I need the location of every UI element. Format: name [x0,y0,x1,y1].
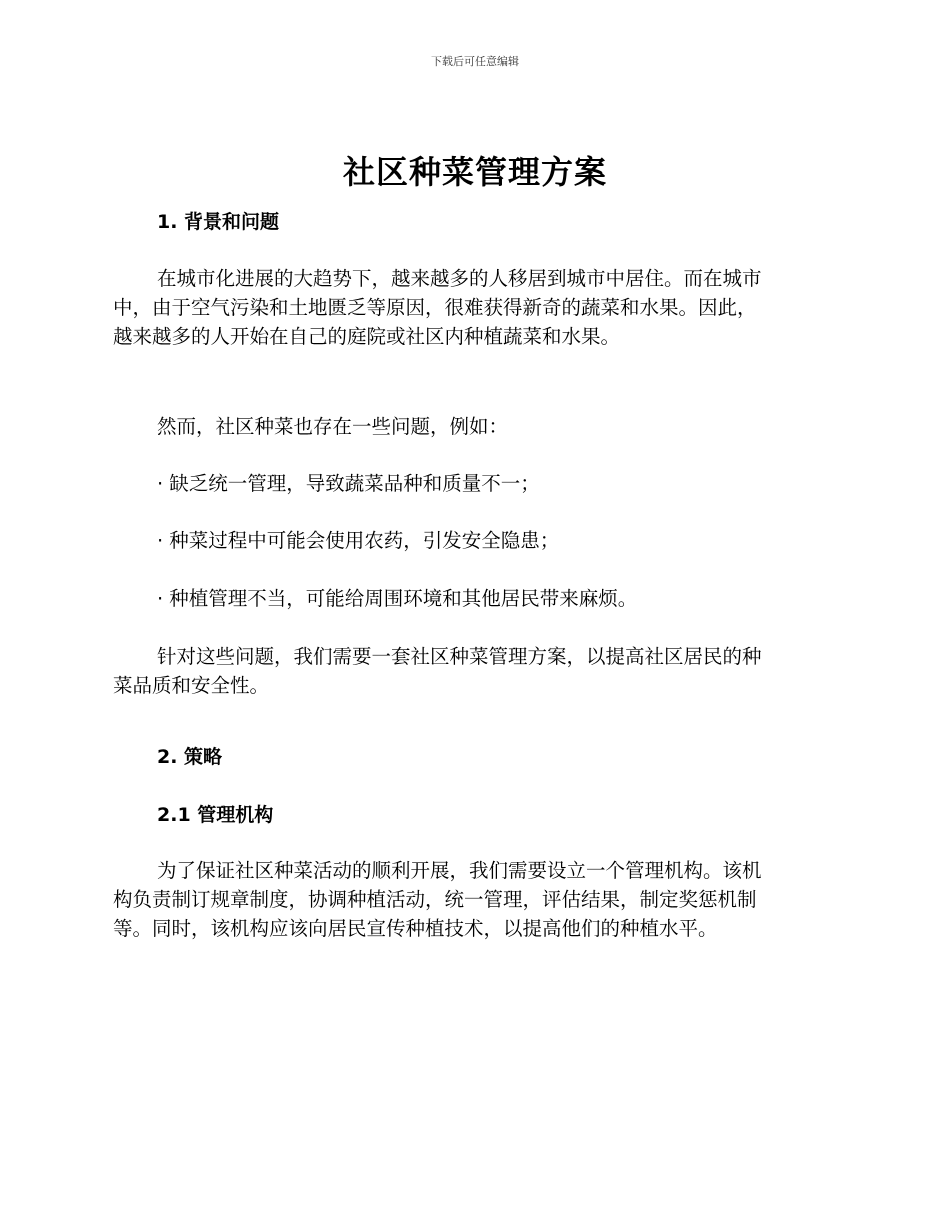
bullet-item [157,471,540,497]
bullet-text: 种菜过程中可能会使用农药，引发安全隐患； [169,529,560,552]
bullet-text: 种植管理不当，可能给周围环境和其他居民带来麻烦。 [169,587,638,610]
paragraph-line: 针对这些问题，我们需要一套社区种菜管理方案，以提高社区居民的种 [157,645,762,668]
subsection-heading-management: 2.1 管理机构 [157,804,274,826]
paragraph-line: 然而，社区种菜也存在一些问题，例如： [157,415,509,438]
bullet-dot: · [157,587,164,610]
bullet-dot: · [157,472,164,495]
header-note: 下载后可任意编辑 [431,55,519,68]
section-heading-background: 1. 背景和问题 [157,211,280,233]
bullet-dot: · [157,529,164,552]
paragraph-management [113,856,831,943]
paragraph-line: 在城市化进展的大趋势下，越来越多的人移居到城市中居住。而在城市 [157,267,762,290]
section-heading-strategy: 2. 策略 [157,746,223,768]
paragraph-problems-intro [113,412,831,441]
document-title: 社区种菜管理方案 [342,153,607,191]
paragraph-line: 越来越多的人开始在自己的庭院或社区内种植蔬菜和水果。 [113,325,621,348]
paragraph-line: 构负责制订规章制度，协调种植活动，统一管理，评估结果，制定奖惩机制 [113,888,757,911]
paragraph-line: 等。同时，该机构应该向居民宣传种植技术，以提高他们的种植水平。 [113,917,718,940]
paragraph-background [113,264,831,351]
paragraph-line: 菜品质和安全性。 [113,674,270,697]
paragraph-line: 中，由于空气污染和土地匮乏等原因，很难获得新奇的蔬菜和水果。因此， [113,296,757,319]
bullet-item [157,528,559,554]
paragraph-conclusion [113,642,831,700]
paragraph-line: 为了保证社区种菜活动的顺利开展，我们需要设立一个管理机构。该机 [157,859,762,882]
bullet-text: 缺乏统一管理，导致蔬菜品种和质量不一； [169,472,540,495]
bullet-item [157,586,637,612]
